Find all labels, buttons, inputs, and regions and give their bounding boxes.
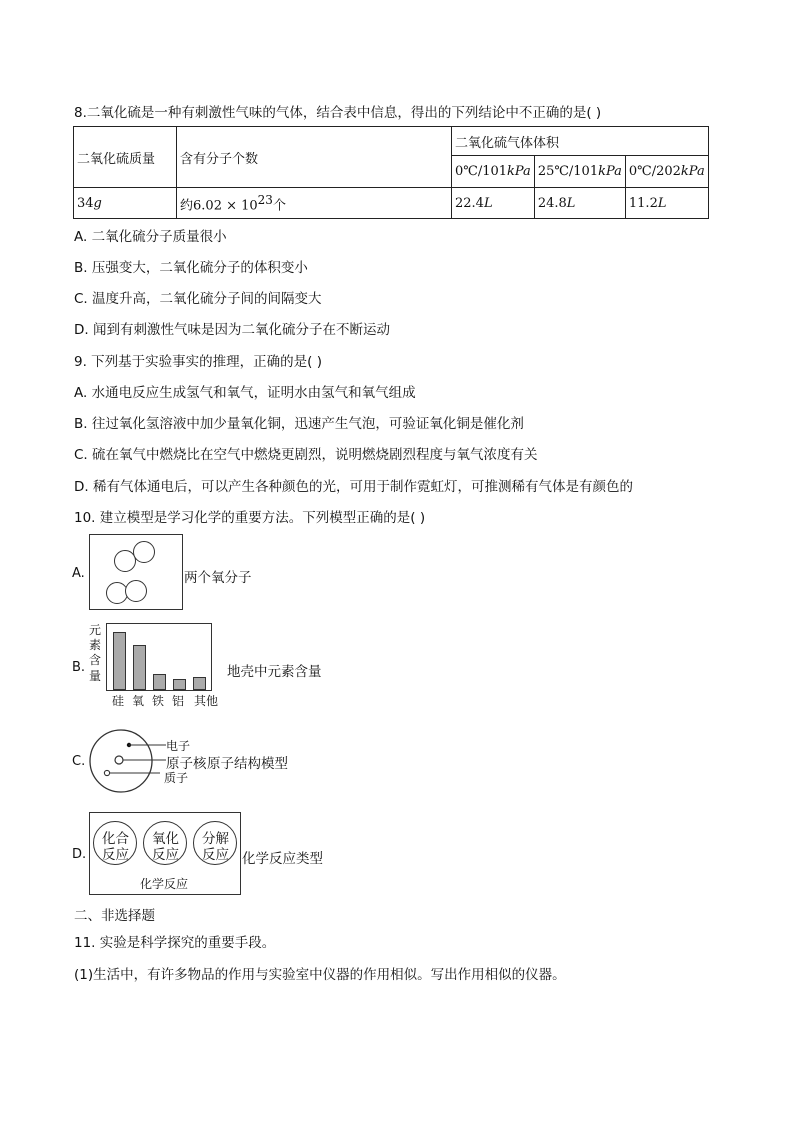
proton-label: 质子 — [164, 771, 189, 785]
bar-plot-area — [107, 624, 211, 690]
q10-stem: 10. 建立模型是学习化学的重要方法。下列模型正确的是( ) — [74, 510, 426, 526]
table-header-molecules: 含有分子个数 — [177, 127, 452, 188]
table-cell-volume-2: 24.8L — [534, 188, 625, 219]
bar-其他 — [193, 677, 206, 690]
proton-circle — [104, 770, 109, 775]
chemical-reaction-label: 化学反应 — [140, 877, 189, 891]
table-cell-mass: 34g — [74, 188, 177, 219]
nucleus-circle — [115, 756, 123, 764]
table-header-volume: 二氧化硫气体体积 — [452, 127, 709, 156]
decomposition-reaction-circle: 分解 反应 — [193, 821, 237, 865]
oxygen-molecules-figure — [89, 534, 183, 610]
q11-sub1: (1)生活中，有许多物品的作用与实验室中仪器的作用相似。写出作用相似的仪器。 — [74, 967, 566, 983]
table-cell-volume-1: 22.4L — [452, 188, 535, 219]
atom-circle — [133, 541, 155, 563]
x-tick-label: 氧 — [132, 694, 145, 708]
atom-circle — [125, 580, 147, 602]
q10-option-a-letter: A. — [72, 566, 85, 581]
x-tick-label: 硅 — [112, 694, 125, 708]
q9-option-b: B. 往过氧化氢溶液中加少量氧化铜，迅速产生气泡，可验证氧化铜是催化剂 — [74, 416, 524, 432]
reaction-types-figure — [89, 812, 241, 895]
oxidation-reaction-circle: 氧化 反应 — [143, 821, 187, 865]
section-title: 二、非选择题 — [74, 908, 155, 924]
q9-option-d: D. 稀有气体通电后，可以产生各种颜色的光，可用于制作霓虹灯，可推测稀有气体是有颜色的 — [74, 479, 633, 495]
table-header-mass: 二氧化硫质量 — [74, 127, 177, 188]
x-tick-label: 铁 — [152, 694, 165, 708]
electron-label: 电子 — [166, 739, 191, 753]
q8-stem: 8.二氧化硫是一种有刺激性气味的气体，结合表中信息，得出的下列结论中不正确的是( ) — [74, 105, 602, 121]
q8-option-d: D. 闻到有刺激性气味是因为二氧化硫分子在不断运动 — [74, 322, 390, 338]
q10-option-b-caption: 地壳中元素含量 — [227, 664, 322, 680]
table-cell-molecules: 约$6.02 \times 10^{23}$个 — [177, 188, 452, 219]
q10-option-b-letter: B. — [72, 660, 86, 675]
bar-氧 — [133, 645, 146, 690]
y-axis-char: 量 — [89, 669, 102, 683]
q8-option-b: B. 压强变大，二氧化硫分子的体积变小 — [74, 260, 308, 276]
y-axis-char: 含 — [89, 653, 102, 667]
bar-铁 — [153, 674, 166, 690]
y-axis-char: 素 — [89, 638, 102, 652]
element-content-chart — [106, 623, 212, 691]
atom-structure-figure — [88, 727, 168, 795]
x-axis-labels — [106, 692, 219, 710]
table-condition-2: 25℃/101kPa — [534, 156, 625, 188]
x-tick-label: 其他 — [194, 694, 219, 708]
q10-option-c-caption: 原子结构模型 — [207, 756, 288, 772]
q10-option-a-caption: 两个氧分子 — [184, 570, 252, 586]
combination-reaction-circle: 化合 反应 — [93, 821, 137, 865]
q10-option-d-caption: 化学反应类型 — [242, 851, 323, 867]
table-condition-3: 0℃/202kPa — [625, 156, 708, 188]
q9-stem: 9. 下列基于实验事实的推理，正确的是( ) — [74, 354, 322, 370]
q8-option-a: A. 二氧化硫分子质量很小 — [74, 229, 227, 245]
q10-option-d-letter: D. — [72, 847, 87, 862]
x-tick-label: 铝 — [172, 694, 185, 708]
q8-option-c: C. 温度升高，二氧化硫分子间的间隔变大 — [74, 291, 322, 307]
q8-data-table — [73, 126, 709, 219]
q10-option-c-letter: C. — [72, 754, 86, 769]
nucleus-label: 原子核 — [166, 756, 207, 772]
table-cell-volume-3: 11.2L — [625, 188, 708, 219]
q9-option-a: A. 水通电反应生成氢气和氧气，证明水由氢气和氧气组成 — [74, 385, 416, 401]
bar-铝 — [173, 679, 186, 690]
table-condition-1: 0℃/101kPa — [452, 156, 535, 188]
y-axis-char: 元 — [89, 623, 102, 637]
q11-stem: 11. 实验是科学探究的重要手段。 — [74, 935, 276, 951]
q9-option-c: C. 硫在氧气中燃烧比在空气中燃烧更剧烈，说明燃烧剧烈程度与氧气浓度有关 — [74, 447, 538, 463]
bar-硅 — [113, 632, 126, 690]
